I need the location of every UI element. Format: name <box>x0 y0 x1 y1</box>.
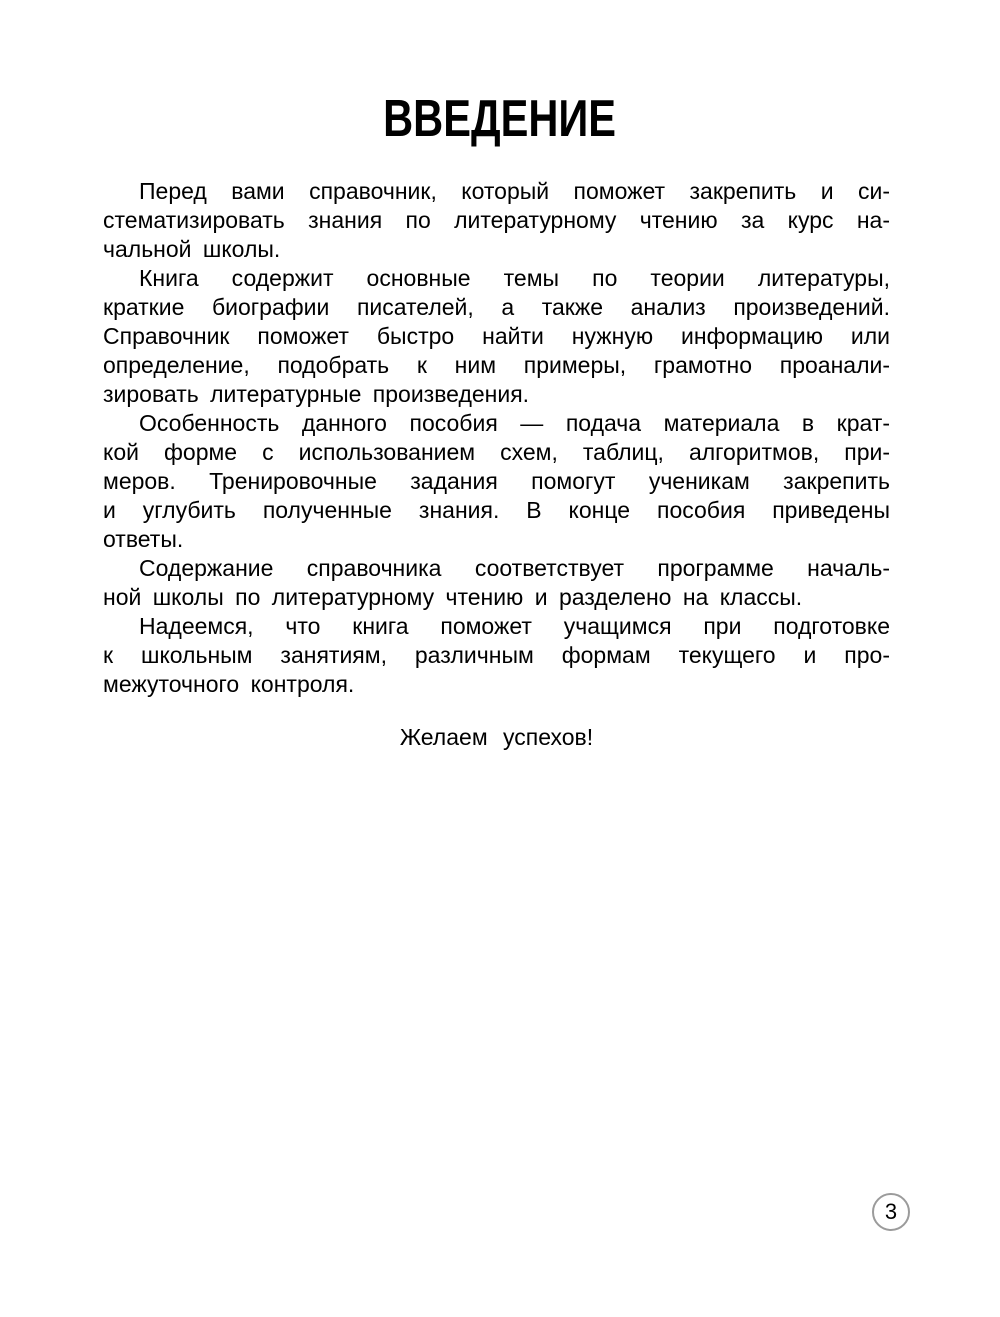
text-line: меров. Тренировочные задания помогут ученикам закрепить <box>103 468 890 494</box>
text-line: Перед вами справочник, который поможет закрепить и си- <box>139 178 890 204</box>
text-line: зировать литературные произведения. <box>103 381 530 407</box>
text-line: Особенность данного пособия — подача материала в крат- <box>139 410 890 436</box>
text-line: к школьным занятиям, различным формам текущего и про- <box>103 642 890 668</box>
text-line: ной школы по литературному чтению и разделено на классы. <box>103 584 803 610</box>
text-line: и углубить полученные знания. В конце пособия приведены <box>103 497 890 523</box>
text-line: ответы. <box>103 526 184 552</box>
text-line: краткие биографии писателей, а также анализ произведений. <box>103 294 890 320</box>
text-line: определение, подобрать к ним примеры, грамотно проанали- <box>103 352 890 378</box>
text-line: стематизировать знания по литературному чтению за курс на- <box>103 207 890 233</box>
text-line: чальной школы. <box>103 236 281 262</box>
page-number-badge <box>872 1193 910 1231</box>
text-line: межуточного контроля. <box>103 671 355 697</box>
text-line: Надеемся, что книга поможет учащимся при подготовке <box>139 613 890 639</box>
page-title-text: ВВЕДЕНИЕ <box>383 90 617 148</box>
text-line: Книга содержит основные темы по теории литературы, <box>139 265 890 291</box>
page-number: 3 <box>884 1199 898 1224</box>
text-line: Справочник поможет быстро найти нужную информацию или <box>103 323 890 349</box>
body-text <box>103 177 890 699</box>
text-line: кой форме с использованием схем, таблиц, алгоритмов, при- <box>103 439 890 465</box>
page-title <box>0 0 1000 148</box>
text-line: Содержание справочника соответствует программе началь- <box>139 555 890 581</box>
closing-line: Желаем успехов! <box>399 724 594 750</box>
